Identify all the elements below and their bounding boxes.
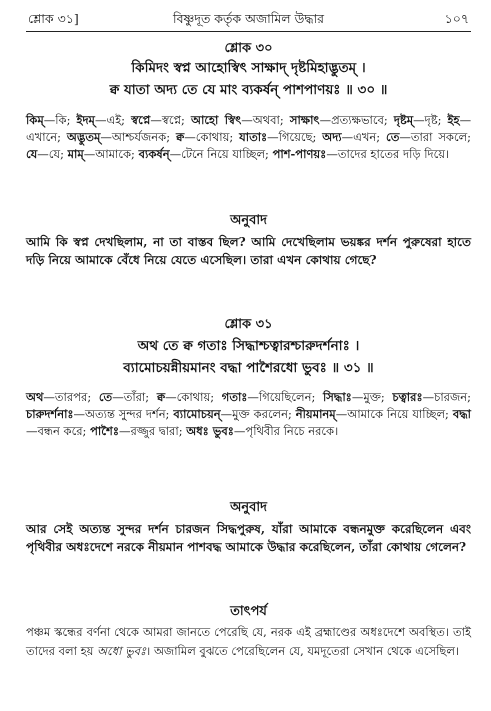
synonym-meaning: পৃথিবীর নিচে নরকে। [245, 424, 339, 438]
purport-text [26, 623, 471, 661]
synonym-word: ক্ব [175, 130, 185, 144]
synonym-word: ক্ব [156, 390, 166, 404]
header-page-number: ১০৭ [444, 11, 469, 26]
synonym-word: কিম্ [26, 113, 44, 127]
synonym-word: যাতাঃ [239, 130, 268, 144]
synonym-word: ইদম্ [76, 113, 95, 127]
synonym-meaning: আমাকে নিয়ে যাচ্ছিল; [347, 407, 449, 421]
purport-italic-term: অধো ভুবঃ [97, 644, 147, 658]
synonym-meaning: কোথায়; [176, 390, 215, 404]
header-chapter-title: বিষ্ণুদূত কর্তৃক অজামিল উদ্ধার [173, 11, 324, 26]
verse-30-line-2: ক্ব যাতা অদ্য তে যে মাং ব্যকর্ষন্ পাশপাণয়ঃ ॥ ৩০ ॥ [109, 82, 388, 98]
synonym-word: ব্যকর্ষন্ [138, 147, 170, 161]
synonym-meaning: টেনে নিয়ে যাচ্ছিল; [181, 147, 269, 161]
purport-heading: তাৎপর্য [230, 604, 267, 619]
synonym-word: সাক্ষাৎ [289, 113, 320, 127]
synonym-meaning: মুক্ত; [363, 390, 385, 404]
verse-31-heading: শ্লোক ৩১ [224, 317, 273, 332]
synonym-meaning: আমাকে; [95, 147, 135, 161]
purport-text-part-1: পঞ্চম স্কন্ধের বর্ণনা থেকে আমরা জানতে পেরেছি যে, নরক এই ব্রহ্মাণ্ডের অধঃদেশে অবস্থিত। তাই তাদের বলা হয় [26, 625, 471, 658]
synonym-meaning: আশ্চর্যজনক; [111, 130, 171, 144]
synonym-word: নীয়মানম্ [295, 407, 336, 421]
verse-30-synonyms: কিম্—কি; ইদম্—এই; স্বপ্নে—স্বপ্নে; আহো স্বিৎ—অথবা; সাক্ষাৎ—প্রত্যক্ষভাবে; দৃষ্টম্—দৃষ্ট; ইহ—এখানে; অদ্ভুতম্—আশ্চর্যজনক; ক্ব—কোথায়; যাতাঃ—গিয়েছে; অদ্য—এখন; তে—তারা সকলে; যে—যে; মাম্—আমাকে; ব্যকর্ষন্—টেনে নিয়ে যাচ্ছিল; পাশ-পাণয়ঃ—তাদের হাতের দড়ি দিয়ে। [26, 113, 472, 161]
synonym-meaning: এখানে; [26, 130, 61, 144]
header-rule [26, 31, 471, 32]
synonym-word: চত্বারঃ [392, 390, 423, 404]
synonym-word: অদ্য [322, 130, 342, 144]
synonym-word: দৃষ্টম্ [393, 113, 414, 127]
synonym-meaning: চারজন; [434, 390, 472, 404]
synonym-meaning: মুক্ত করলেন; [232, 407, 292, 421]
synonym-word: আহো স্বিৎ [190, 113, 242, 127]
header-verse-ref: শ্লোক ৩১] [28, 11, 79, 26]
synonym-meaning: কি; [55, 113, 71, 127]
synonym-word: ইহ [447, 113, 460, 127]
synonym-meaning: কোথায়; [195, 130, 234, 144]
synonym-word: পাশৈঃ [90, 424, 119, 438]
verse-30-line-1: কিমিদং স্বপ্ন আহোস্বিৎ সাক্ষাদ্ দৃষ্টমিহাদ্ভুতম্ । [131, 60, 366, 76]
synonym-word: মাম্ [67, 147, 84, 161]
synonym-meaning: এখন; [353, 130, 381, 144]
verse-30-translation: আমি কি স্বপ্ন দেখছিলাম, না তা বাস্তব ছিল? আমি দেখেছিলাম ভয়ঙ্কর দর্শন পুরুষেরা হাতে দড়ি নিয়ে আমাকে বেঁধে নিয়ে যেতে এসেছিল। তারা এখন কোথায় গেছে? [26, 235, 471, 267]
synonym-meaning: গিয়েছিলেন; [258, 390, 316, 404]
synonym-word: গতাঃ [221, 390, 248, 404]
verse-31-synonyms: অথ—তারপর; তে—তাঁরা; ক্ব—কোথায়; গতাঃ—গিয়েছিলেন; সিদ্ধাঃ—মুক্ত; চত্বারঃ—চারজন; চারুদর্শনাঃ—অত্যন্ত সুন্দর দর্শন; ব্যামোচয়ন্—মুক্ত করলেন; নীয়মানম্—আমাকে নিয়ে যাচ্ছিল; বদ্ধা—বন্ধন করে; পাশৈঃ—রজ্জুর দ্বারা; অধঃ ভুবঃ—পৃথিবীর নিচে নরকে। [26, 390, 472, 438]
synonym-word: তে [98, 390, 113, 404]
verse-31-translation-heading: অনুবাদ [230, 500, 267, 515]
synonym-word: ব্যামোচয়ন্ [173, 407, 221, 421]
synonym-meaning: গিয়েছে; [278, 130, 317, 144]
synonym-meaning: যে; [48, 147, 64, 161]
synonym-meaning: এই; [106, 113, 126, 127]
synonym-meaning: তাদের হাতের দড়ি দিয়ে। [337, 147, 450, 161]
synonym-meaning: তারপর; [54, 390, 92, 404]
running-header [28, 9, 469, 29]
synonym-word: যে [26, 147, 38, 161]
synonym-meaning: অথবা; [252, 113, 284, 127]
synonym-meaning: তারা সকলে; [410, 130, 472, 144]
synonym-word: অধঃ ভুবঃ [186, 424, 234, 438]
synonym-meaning: তাঁরা; [123, 390, 150, 404]
synonym-meaning: বন্ধন করে; [37, 424, 87, 438]
verse-31-line-1: অথ তে ক্ব গতাঃ সিদ্ধাশ্চত্বারশ্চারুদর্শনাঃ । [137, 338, 360, 354]
synonym-word: তে [386, 130, 400, 144]
verse-31-line-2: ব্যামোচয়ন্নীয়মানং বদ্ধা পাশৈরধো ভুবঃ ॥ ৩১ ॥ [123, 360, 374, 376]
synonym-meaning: স্বপ্নে; [161, 113, 185, 127]
purport-text-part-2: । অজামিল বুঝতে পেরেছিলেন যে, যমদূতেরা সেখান থেকে এসেছিল। [146, 644, 460, 658]
synonym-word: অদ্ভুতম্ [66, 130, 101, 144]
verse-31-translation: আর সেই অত্যন্ত সুন্দর দর্শন চারজন সিদ্ধপুরুষ, যাঁরা আমাকে বন্ধনমুক্ত করেছিলেন এবং পৃথিবীর অধঃদেশে নরকে নীয়মান পাশবদ্ধ আমাকে উদ্ধার করেছিলেন, তাঁরা কোথায় গেলেন? [26, 522, 471, 554]
synonym-word: অথ [26, 390, 44, 404]
synonym-meaning: দৃষ্ট; [424, 113, 442, 127]
synonym-meaning: অত্যন্ত সুন্দর দর্শন; [85, 407, 170, 421]
verse-30-translation-heading: অনুবাদ [230, 213, 267, 228]
synonym-word: সিদ্ধাঃ [323, 390, 352, 404]
verse-30-heading: শ্লোক ৩০ [224, 41, 273, 56]
synonym-meaning: রজ্জুর দ্বারা; [130, 424, 183, 438]
synonym-meaning: প্রত্যক্ষভাবে; [331, 113, 388, 127]
synonym-word: চারুদর্শনাঃ [26, 407, 74, 421]
synonym-word: পাশ-পাণয়ঃ [272, 147, 327, 161]
synonym-word: বদ্ধা [452, 407, 471, 421]
synonym-word: স্বপ্নে [131, 113, 151, 127]
